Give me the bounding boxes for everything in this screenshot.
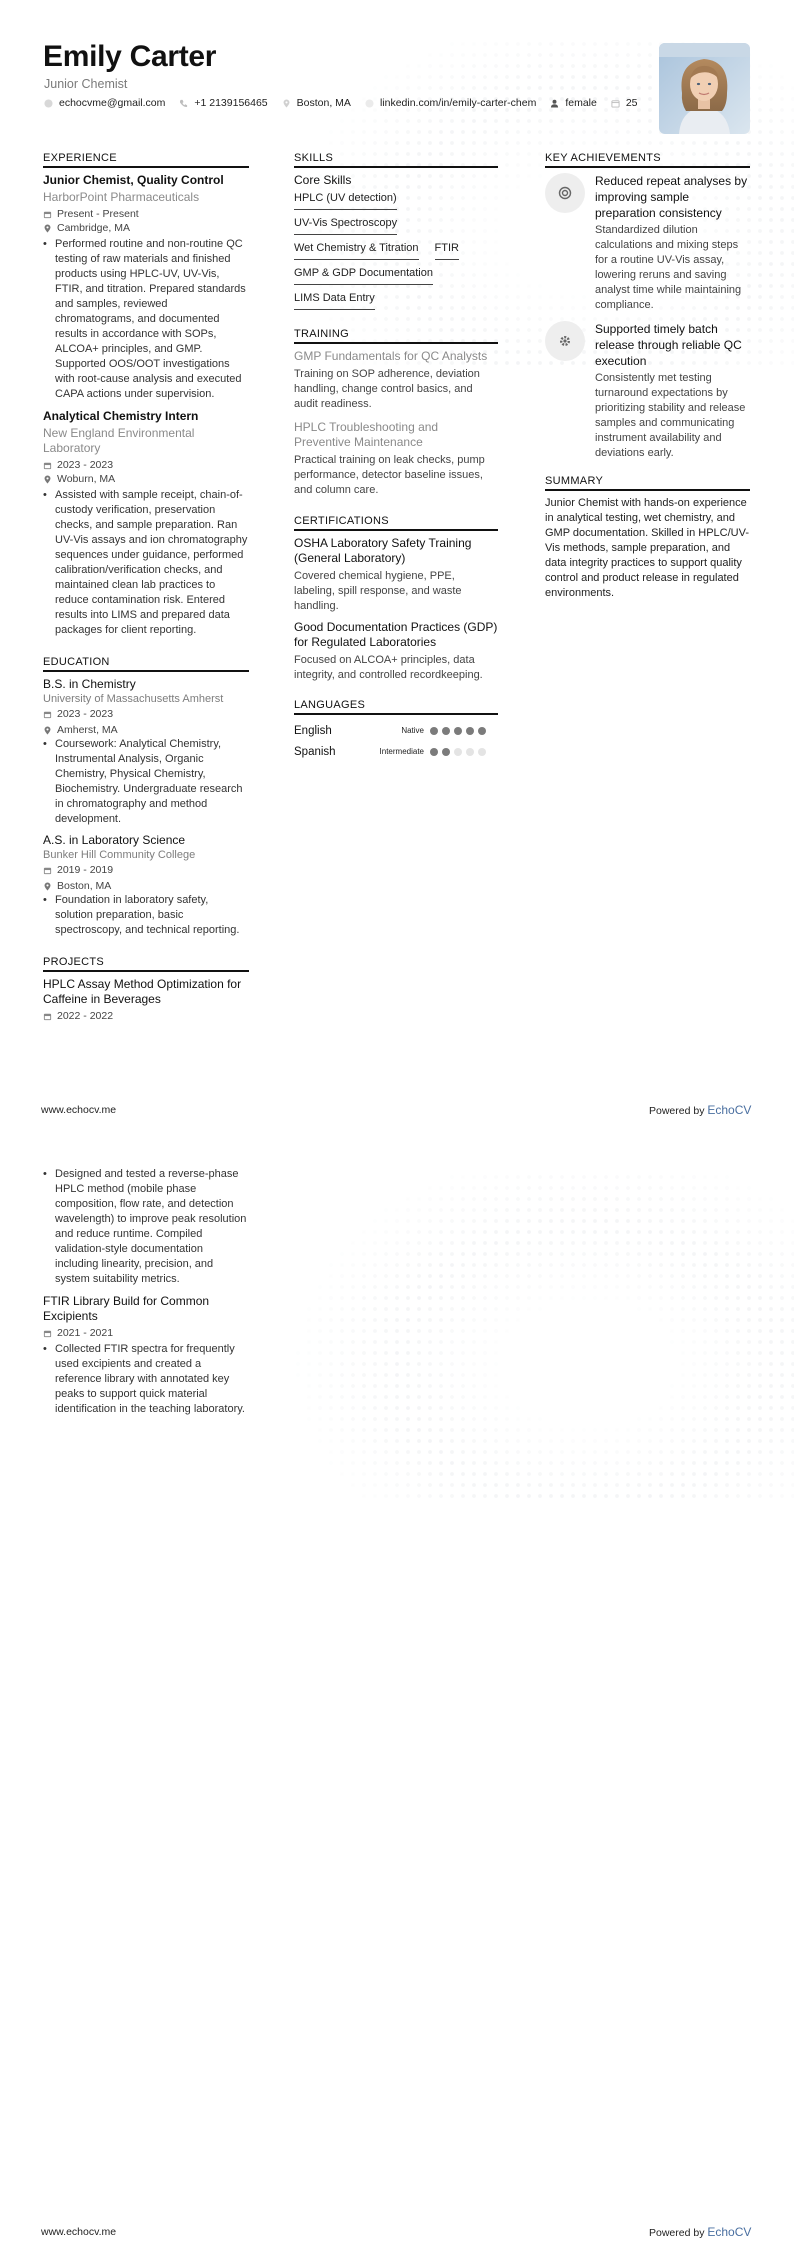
experience-dates: 2023 - 2023 (57, 459, 114, 471)
experience-dates: Present - Present (57, 208, 139, 220)
rating-dot-filled (442, 727, 450, 735)
education-location-row (43, 723, 249, 737)
contact-gender (550, 97, 597, 109)
achievement-desc: Standardized dilution calculations and mixing steps for a routine UV-Vis assay, lowering reruns and saving analyst time while maintaining compliance. (595, 224, 742, 311)
language-row (294, 720, 498, 741)
rating-dot-empty (454, 748, 462, 756)
contact-email[interactable] (44, 97, 165, 109)
education-entry (43, 833, 249, 938)
contact-gender-text: female (565, 97, 597, 109)
certification-desc: Covered chemical hygiene, PPE, labeling, spill response, and waste handling. (294, 570, 462, 612)
location-pin-icon (43, 726, 52, 735)
language-name: Spanish (294, 745, 336, 758)
training-section (294, 328, 498, 498)
education-school: Bunker Hill Community College (43, 849, 196, 861)
resume-page-2 (0, 1123, 794, 2246)
experience-location: Cambridge, MA (57, 222, 130, 234)
project-bullet (43, 1167, 249, 1287)
bullet-dot: • (43, 894, 47, 906)
project-dates: 2021 - 2021 (57, 1327, 114, 1339)
certification-name: Good Documentation Practices (GDP) for Regulated Laboratories (294, 620, 498, 649)
powered-by-label: Powered by (649, 1105, 705, 1117)
project-bullet-text: Designed and tested a reverse-phase HPLC method (mobile phase composition, flow rate, and detection wavelength) to improve peak resolution and reduce runtime. Compiled validation-style documentation including linearity, precision, and system suitability metrics. (55, 1168, 247, 1285)
achievement-icon-badge (545, 173, 585, 213)
experience-location-row (43, 221, 249, 235)
footer-website[interactable]: www.echocv.me (41, 1104, 117, 1116)
footer-website[interactable]: www.echocv.me (41, 2226, 117, 2238)
rating-dot-filled (430, 748, 438, 756)
location-pin-icon (282, 99, 291, 108)
education-degree: B.S. in Chemistry (43, 677, 136, 691)
bullet-dot: • (43, 738, 47, 750)
project-entry (43, 977, 249, 1023)
education-dates-row (43, 863, 249, 877)
skill-tag: Wet Chemistry & Titration (294, 239, 419, 260)
bullet-dot: • (43, 1343, 47, 1355)
phone-icon (179, 99, 188, 108)
skills-heading: SKILLS (294, 152, 498, 168)
project-name: FTIR Library Build for Common Excipients (43, 1294, 210, 1323)
education-entry (43, 677, 249, 827)
experience-bullet-text: Assisted with sample receipt, chain-of-custody verification, preservation checks, and sample preparation. Ran UV-Vis assays and ion chromatography sequences under guidance, performed calibration/verification checks, and maintained clean lab practices to reduce contamination risk. Entered results into LIMS and prepared data packages for client reporting. (55, 489, 248, 636)
left-column-continued (43, 1167, 249, 1417)
training-name: GMP Fundamentals for QC Analysts (294, 349, 488, 363)
person-icon (550, 99, 559, 108)
calendar-icon (43, 866, 52, 875)
language-rating (430, 748, 490, 756)
profile-photo-illustration (659, 43, 750, 134)
candidate-name: Emily Carter (43, 40, 217, 73)
training-name: HPLC Troubleshooting and Preventive Maintenance (294, 420, 439, 449)
calendar-icon (43, 1329, 52, 1338)
rating-dot-filled (430, 727, 438, 735)
education-dates-row (43, 707, 249, 721)
calendar-icon (43, 1012, 52, 1021)
achievement-icon-badge (545, 321, 585, 361)
certifications-section (294, 515, 498, 683)
language-name: English (294, 724, 332, 737)
left-column (43, 152, 249, 1023)
bullet-dot: • (43, 489, 47, 501)
achievement-title: Supported timely batch release through reliable QC execution (595, 322, 742, 368)
link-icon (365, 99, 374, 108)
skill-tag: GMP & GDP Documentation (294, 264, 433, 285)
footer-powered-by (649, 2225, 751, 2239)
bullet-dot: • (43, 238, 47, 250)
location-pin-icon (43, 882, 52, 891)
education-bullet-text: Foundation in laboratory safety, solution preparation, basic spectroscopy, and technical reporting. (55, 894, 240, 936)
rating-dot-filled (442, 748, 450, 756)
experience-bullet-text: Performed routine and non-routine QC testing of raw materials and finished products using HPLC-UV, UV-Vis, FTIR, and titration. Prepared standards and samples, reviewed chromatograms, and documented results in accordance with SOPs, ALCOA+ principles, and GMP. Supported OOS/OOT investigations with root-cause analysis and executed CAPA actions under supervision. (55, 238, 246, 400)
training-desc: Training on SOP adherence, deviation handling, change control basics, and audit readiness. (294, 368, 480, 410)
brand-logo[interactable]: EchoCV (707, 1103, 752, 1117)
education-section (43, 656, 249, 938)
experience-location-row (43, 472, 249, 486)
projects-section (43, 956, 249, 1023)
achievements-section (545, 152, 750, 461)
experience-dates-row (43, 207, 249, 221)
training-heading: TRAINING (294, 328, 498, 344)
experience-company: HarborPoint Pharmaceuticals (43, 190, 200, 204)
contact-email-text: echocvme@gmail.com (59, 97, 166, 109)
calendar-icon (611, 99, 620, 108)
skill-tag: LIMS Data Entry (294, 289, 375, 310)
languages-section (294, 699, 498, 762)
training-entry (294, 349, 498, 412)
project-dates-row (43, 1326, 249, 1340)
rating-dot-empty (466, 748, 474, 756)
rating-dot-filled (478, 727, 486, 735)
language-level: Intermediate (379, 747, 424, 756)
education-degree: A.S. in Laboratory Science (43, 833, 186, 847)
achievement-desc: Consistently met testing turnaround expectations by prioritizing stability and release samples and communicating instrument availability and deviations early. (595, 372, 746, 459)
summary-text: Junior Chemist with hands-on experience in analytical testing, wet chemistry, and GMP documentation. Skilled in HPLC/UV-Vis methods, sample preparation, and data integrity practices to support quality control and product release in regulated environments. (545, 497, 749, 599)
education-school: University of Massachusetts Amherst (43, 693, 224, 705)
languages-heading: LANGUAGES (294, 699, 498, 715)
skill-tag: UV-Vis Spectroscopy (294, 214, 397, 235)
profile-photo (659, 43, 750, 134)
project-bullet-text: Collected FTIR spectra for frequently used excipients and created a reference library with annotated key peaks to support quick material identification in the teaching laboratory. (55, 1343, 245, 1415)
target-icon (558, 186, 572, 200)
training-desc: Practical training on leak checks, pump performance, detector baseline issues, and column care. (294, 454, 485, 496)
middle-column (294, 152, 498, 762)
certifications-heading: CERTIFICATIONS (294, 515, 498, 531)
education-bullet (43, 737, 249, 827)
contact-phone[interactable] (179, 97, 267, 109)
education-heading: EDUCATION (43, 656, 249, 672)
certification-desc: Focused on ALCOA+ principles, data integrity, and controlled recordkeeping. (294, 654, 483, 681)
certification-name: OSHA Laboratory Safety Training (General Laboratory) (294, 536, 472, 565)
gear-icon (558, 334, 572, 348)
contact-linkedin[interactable] (365, 97, 536, 109)
summary-section (545, 475, 750, 601)
achievement-title: Reduced repeat analyses by improving sample preparation consistency (595, 174, 748, 220)
achievements-heading: KEY ACHIEVEMENTS (545, 152, 750, 168)
project-entry (43, 1294, 249, 1417)
calendar-icon (43, 461, 52, 470)
summary-heading: SUMMARY (545, 475, 750, 491)
skills-category: Core Skills (294, 173, 352, 187)
project-dates-row (43, 1009, 249, 1023)
experience-entry (43, 173, 249, 402)
dot-pattern-decoration (250, 1173, 794, 1503)
education-bullet (43, 893, 249, 938)
brand-logo[interactable]: EchoCV (707, 2225, 752, 2239)
contact-age (611, 97, 638, 109)
experience-role: Junior Chemist, Quality Control (43, 173, 224, 187)
experience-entry (43, 409, 249, 638)
experience-role: Analytical Chemistry Intern (43, 409, 199, 423)
skill-tag: FTIR (435, 239, 459, 260)
education-bullet-text: Coursework: Analytical Chemistry, Instrumental Analysis, Organic Chemistry, Physical Chemistry, Biochemistry. Undergraduate research in chromatography and method development. (55, 738, 243, 825)
certification-entry (294, 536, 498, 614)
language-row (294, 741, 498, 762)
skill-tag: HPLC (UV detection) (294, 189, 397, 210)
experience-bullet (43, 237, 249, 402)
education-dates: 2023 - 2023 (57, 708, 114, 720)
right-column (545, 152, 750, 601)
rating-dot-filled (454, 727, 462, 735)
email-icon (44, 99, 53, 108)
experience-heading: EXPERIENCE (43, 152, 249, 168)
project-name: HPLC Assay Method Optimization for Caffeine in Beverages (43, 977, 242, 1006)
calendar-icon (43, 210, 52, 219)
contact-bar (44, 97, 652, 109)
bullet-dot: • (43, 1168, 47, 1180)
powered-by-label: Powered by (649, 2227, 705, 2239)
projects-heading: PROJECTS (43, 956, 249, 972)
achievement-item (545, 173, 750, 313)
education-dates: 2019 - 2019 (57, 864, 114, 876)
skills-section (294, 152, 498, 314)
experience-location: Woburn, MA (57, 473, 116, 485)
certification-entry (294, 620, 498, 683)
location-pin-icon (43, 475, 52, 484)
project-bullet (43, 1342, 249, 1417)
experience-section (43, 152, 249, 638)
training-entry (294, 420, 498, 498)
rating-dot-empty (478, 748, 486, 756)
education-location-row (43, 879, 249, 893)
experience-dates-row (43, 458, 249, 472)
experience-company: New England Environmental Laboratory (43, 426, 195, 455)
project-dates: 2022 - 2022 (57, 1010, 114, 1022)
achievement-item (545, 321, 750, 461)
contact-location-text: Boston, MA (296, 97, 351, 109)
contact-location (282, 97, 351, 109)
education-location: Amherst, MA (57, 724, 118, 736)
rating-dot-filled (466, 727, 474, 735)
footer-powered-by (649, 1103, 751, 1117)
language-level: Native (401, 726, 424, 735)
education-location: Boston, MA (57, 880, 112, 892)
experience-bullet (43, 488, 249, 638)
contact-age-text: 25 (625, 97, 638, 109)
contact-linkedin-text: linkedin.com/in/emily-carter-chem (379, 97, 537, 109)
candidate-title: Junior Chemist (44, 77, 128, 91)
language-rating (430, 727, 490, 735)
location-pin-icon (43, 224, 52, 233)
contact-phone-text: +1 2139156465 (194, 97, 268, 109)
skills-list (294, 189, 498, 314)
calendar-icon (43, 710, 52, 719)
